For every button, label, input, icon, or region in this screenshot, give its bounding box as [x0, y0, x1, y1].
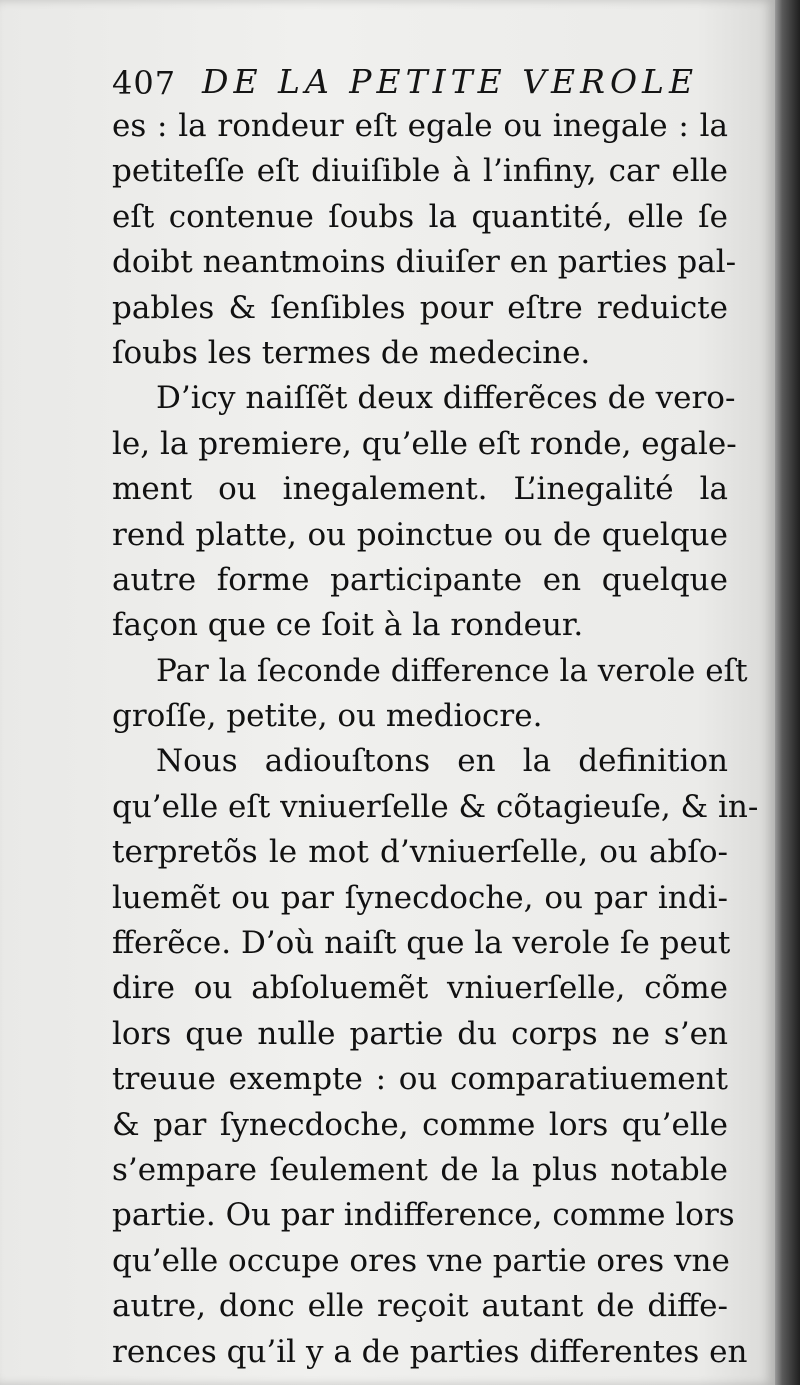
text-line: façon que ce ſoit à la rondeur. — [112, 607, 584, 644]
text-line: autre forme participante en quelque — [112, 561, 728, 598]
text-line: s’empare ſeulement de la plus notable — [112, 1151, 728, 1188]
text-line: autre, donc elle reçoit autant de diffe- — [112, 1288, 728, 1325]
text-line: terpretõs le mot d’vniuerſelle, ou abſo- — [112, 834, 728, 871]
text-line: le, la premiere, qu’elle eſt ronde, egale- — [112, 425, 737, 462]
text-line: doibt neantmoins diuiſer en parties pal- — [112, 244, 737, 281]
text-line: ſoubs les termes de medecine. — [112, 334, 591, 371]
text-line: qu’elle eſt vniuerſelle & cõtagieuſe, & in- — [112, 788, 759, 825]
page-header — [112, 58, 699, 108]
binding-edge — [775, 0, 800, 1385]
text-line: lors que nulle partie du corps ne s’en — [112, 1015, 728, 1052]
text-line: dire ou abſoluemẽt vniuerſelle, cõme — [112, 970, 728, 1007]
page-number: 407 — [112, 64, 177, 102]
text-line: qu’elle occupe ores vne partie ores vne — [112, 1242, 730, 1279]
text-line: es : la rondeur eſt egale ou inegale : la — [112, 108, 728, 144]
text-line: petiteſſe eſt diuiſible à l’infiny, car elle — [112, 153, 728, 190]
text-line: partie. Ou par indifference, comme lors — [112, 1197, 735, 1234]
text-line: fferẽce. D’où naiſt que la verole ſe peut — [112, 925, 731, 962]
text-line: Par la ſeconde difference la verole eſt — [156, 652, 748, 689]
text-line: treuue exempte : ou comparatiuement — [112, 1061, 728, 1098]
text-line: rend platte, ou poinctue ou de quelque — [112, 516, 728, 553]
text-line: & par ſynecdoche, comme lors qu’elle — [112, 1106, 728, 1143]
text-line: Nous adiouſtons en la definition — [156, 743, 728, 780]
body-text — [112, 104, 759, 1375]
text-line: rences qu’il y a de parties differentes en — [112, 1333, 748, 1370]
text-line: D’icy naiſſẽt deux differẽces de vero- — [156, 380, 736, 417]
text-line: pables & ſenſibles pour eſtre reduicte — [112, 289, 728, 326]
text-line: eſt contenue ſoubs la quantité, elle ſe — [112, 198, 728, 235]
running-title: DE LA PETITE VEROLE — [202, 62, 699, 101]
text-line: ment ou inegalement. L’inegalité la — [112, 471, 728, 508]
text-line: luemẽt ou par ſynecdoche, ou par indi- — [112, 879, 728, 916]
text-line: groſſe, petite, ou mediocre. — [112, 698, 543, 735]
